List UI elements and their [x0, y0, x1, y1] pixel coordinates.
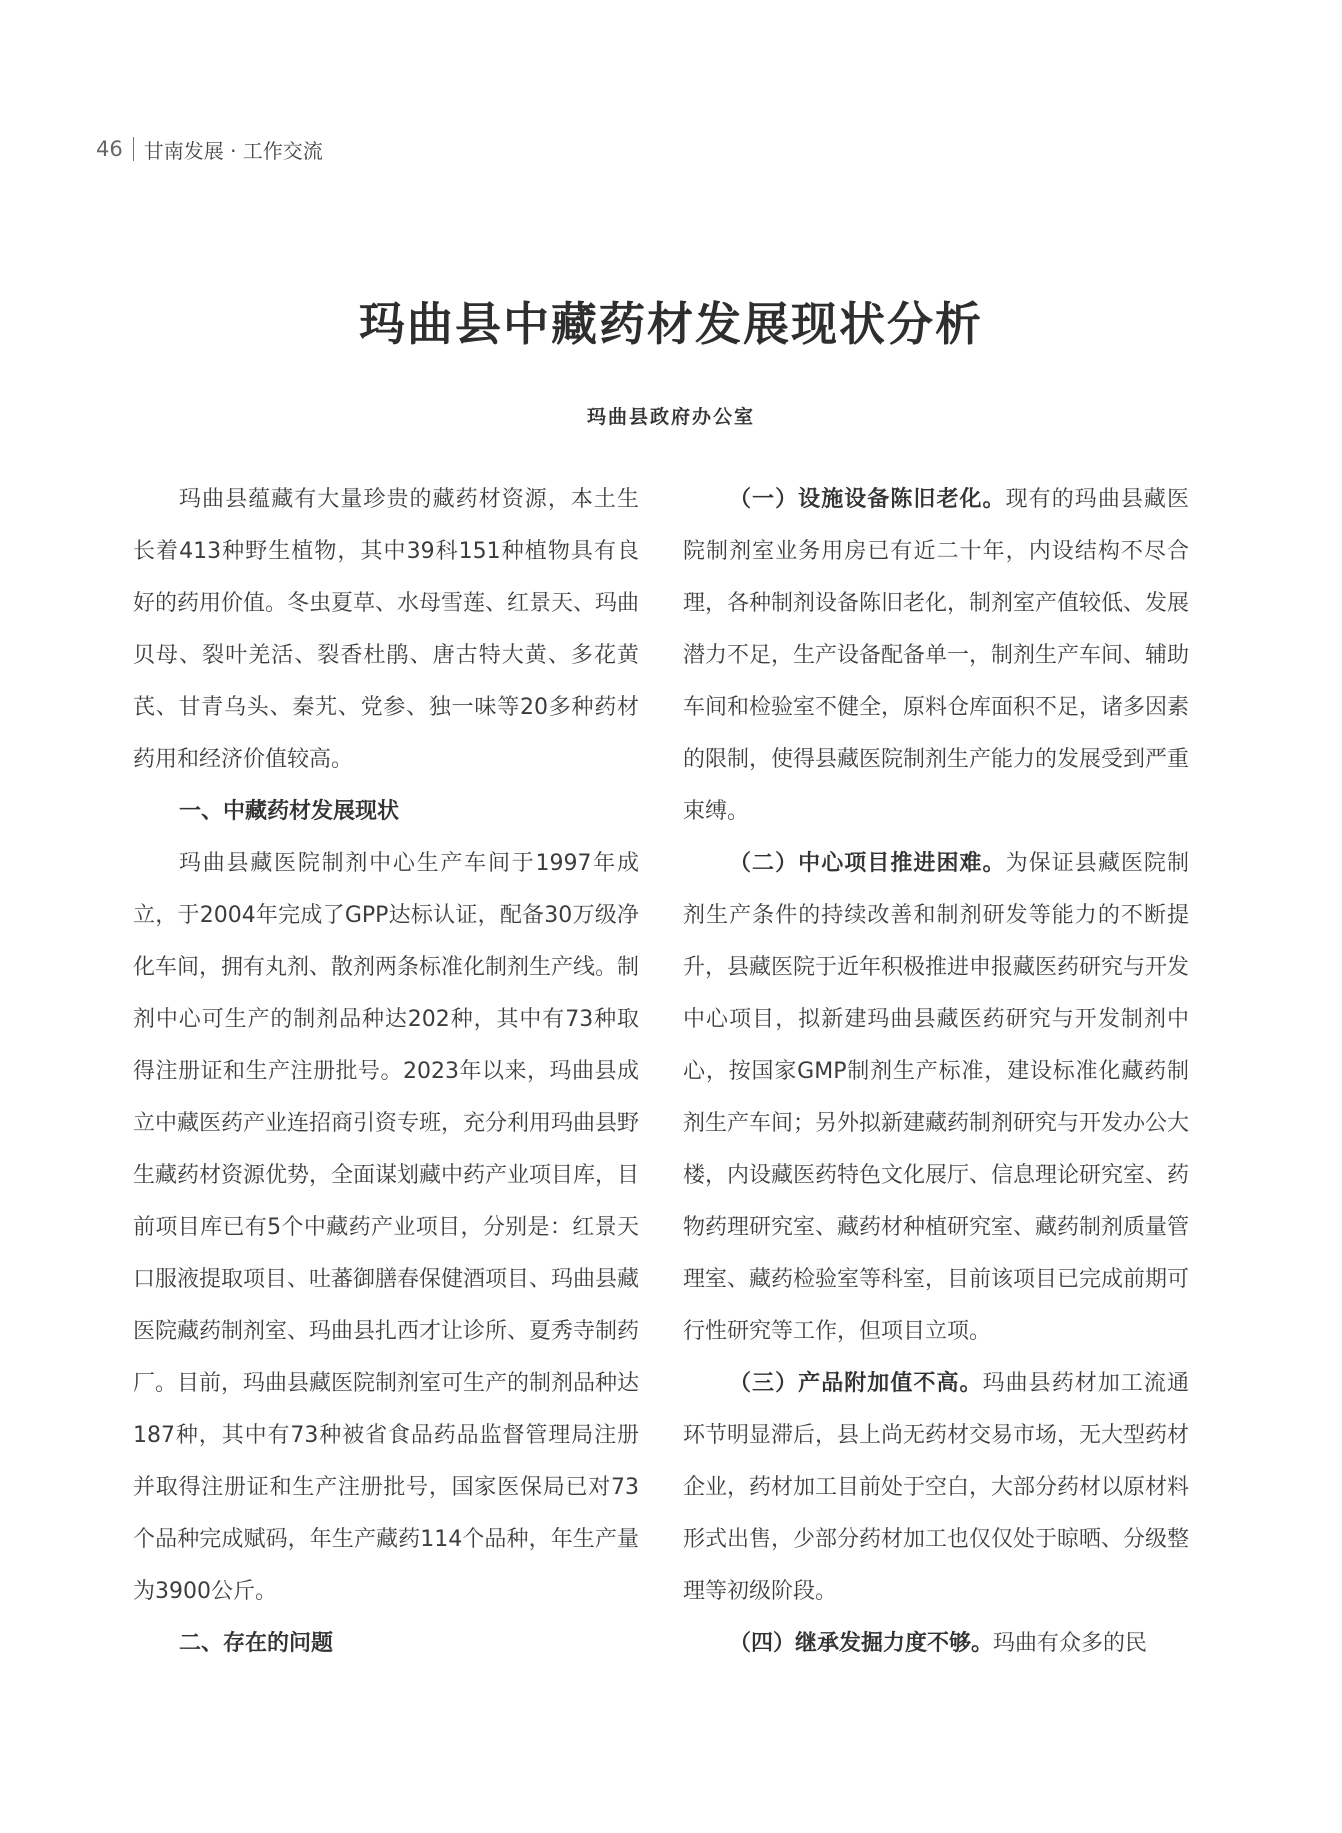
header-divider: [133, 137, 134, 161]
issue-heading-1: （一）设施设备陈旧老化。: [729, 487, 1006, 512]
section-heading-2: 二、存在的问题: [179, 1631, 334, 1656]
issue-paragraph-4: [683, 1618, 1189, 1670]
left-column: [133, 474, 639, 1670]
issue-body-2: 为保证县藏医院制剂生产条件的持续改善和制剂研发等能力的不断提升，县藏医院于近年积极推进申报藏医药研究与开发中心项目，拟新建玛曲县藏医药研究与开发制剂中心，按国家GMP制剂生产标准，建设标准化藏药制剂生产车间；另外拟新建藏药制剂研究与开发办公大楼，内设藏医药特色文化展厅、信息理论研究室、药物药理研究室、藏药材种植研究室、藏药制剂质量管理室、藏药检验室等科室，目前该项目已完成前期可行性研究等工作，但项目立项。: [683, 851, 1190, 1344]
issue-heading-4: （四）继承发掘力度不够。: [729, 1631, 994, 1656]
issue-body-4: 玛曲有众多的民: [993, 1631, 1148, 1656]
issue-paragraph-2: [683, 838, 1189, 1358]
issue-paragraph-3: [683, 1358, 1189, 1618]
issue-heading-3: （三）产品附加值不高。: [729, 1371, 983, 1396]
body-paragraph-1: 玛曲县藏医院制剂中心生产车间于1997年成立，于2004年完成了GPP达标认证，配备30万级净化车间，拥有丸剂、散剂两条标准化制剂生产线。制剂中心可生产的制剂品种达202种，其中有73种取得注册证和生产注册批号。2023年以来，玛曲县成立中藏医药产业连招商引资专班，充分利用玛曲县野生藏药材资源优势，全面谋划藏中药产业项目库，目前项目库已有5个中藏药产业项目，分别是：红景天口服液提取项目、吐蕃御膳春保健酒项目、玛曲县藏医院藏药制剂室、玛曲县扎西才让诊所、夏秀寺制药厂。目前，玛曲县藏医院制剂室可生产的制剂品种达187种，其中有73种被省食品药品监督管理局注册并取得注册证和生产注册批号，国家医保局已对73个品种完成赋码，年生产藏药114个品种，年生产量为3900公斤。: [133, 851, 640, 1604]
section-name: 甘南发展 · 工作交流: [143, 138, 323, 163]
issue-heading-2: （二）中心项目推进困难。: [729, 851, 1006, 876]
section-heading-1: 一、中藏药材发展现状: [179, 799, 400, 824]
article-title: 玛曲县中藏药材发展现状分析: [359, 297, 983, 351]
page-header: [96, 134, 323, 164]
issue-body-1: 现有的玛曲县藏医院制剂室业务用房已有近二十年，内设结构不尽合理，各种制剂设备陈旧老化，制剂室产值较低、发展潜力不足，生产设备配备单一，制剂生产车间、辅助车间和检验室不健全，原料仓库面积不足，诸多因素的限制，使得县藏医院制剂生产能力的发展受到严重束缚。: [683, 487, 1190, 824]
issue-paragraph-1: [683, 474, 1189, 838]
right-column: [683, 474, 1189, 1670]
article-author: 玛曲县政府办公室: [586, 406, 755, 428]
page-number: 46: [96, 137, 123, 161]
intro-paragraph: 玛曲县蕴藏有大量珍贵的藏药材资源，本土生长着413种野生植物，其中39科151种植物具有良好的药用价值。冬虫夏草、水母雪莲、红景天、玛曲贝母、裂叶羌活、裂香杜鹃、唐古特大黄、多花黄芪、甘青乌头、秦艽、党参、独一味等20多种药材药用和经济价值较高。: [133, 487, 640, 772]
issue-body-3: 玛曲县药材加工流通环节明显滞后，县上尚无药材交易市场，无大型药材企业，药材加工目前处于空白，大部分药材以原材料形式出售，少部分药材加工也仅仅处于晾晒、分级整理等初级阶段。: [683, 1371, 1190, 1604]
